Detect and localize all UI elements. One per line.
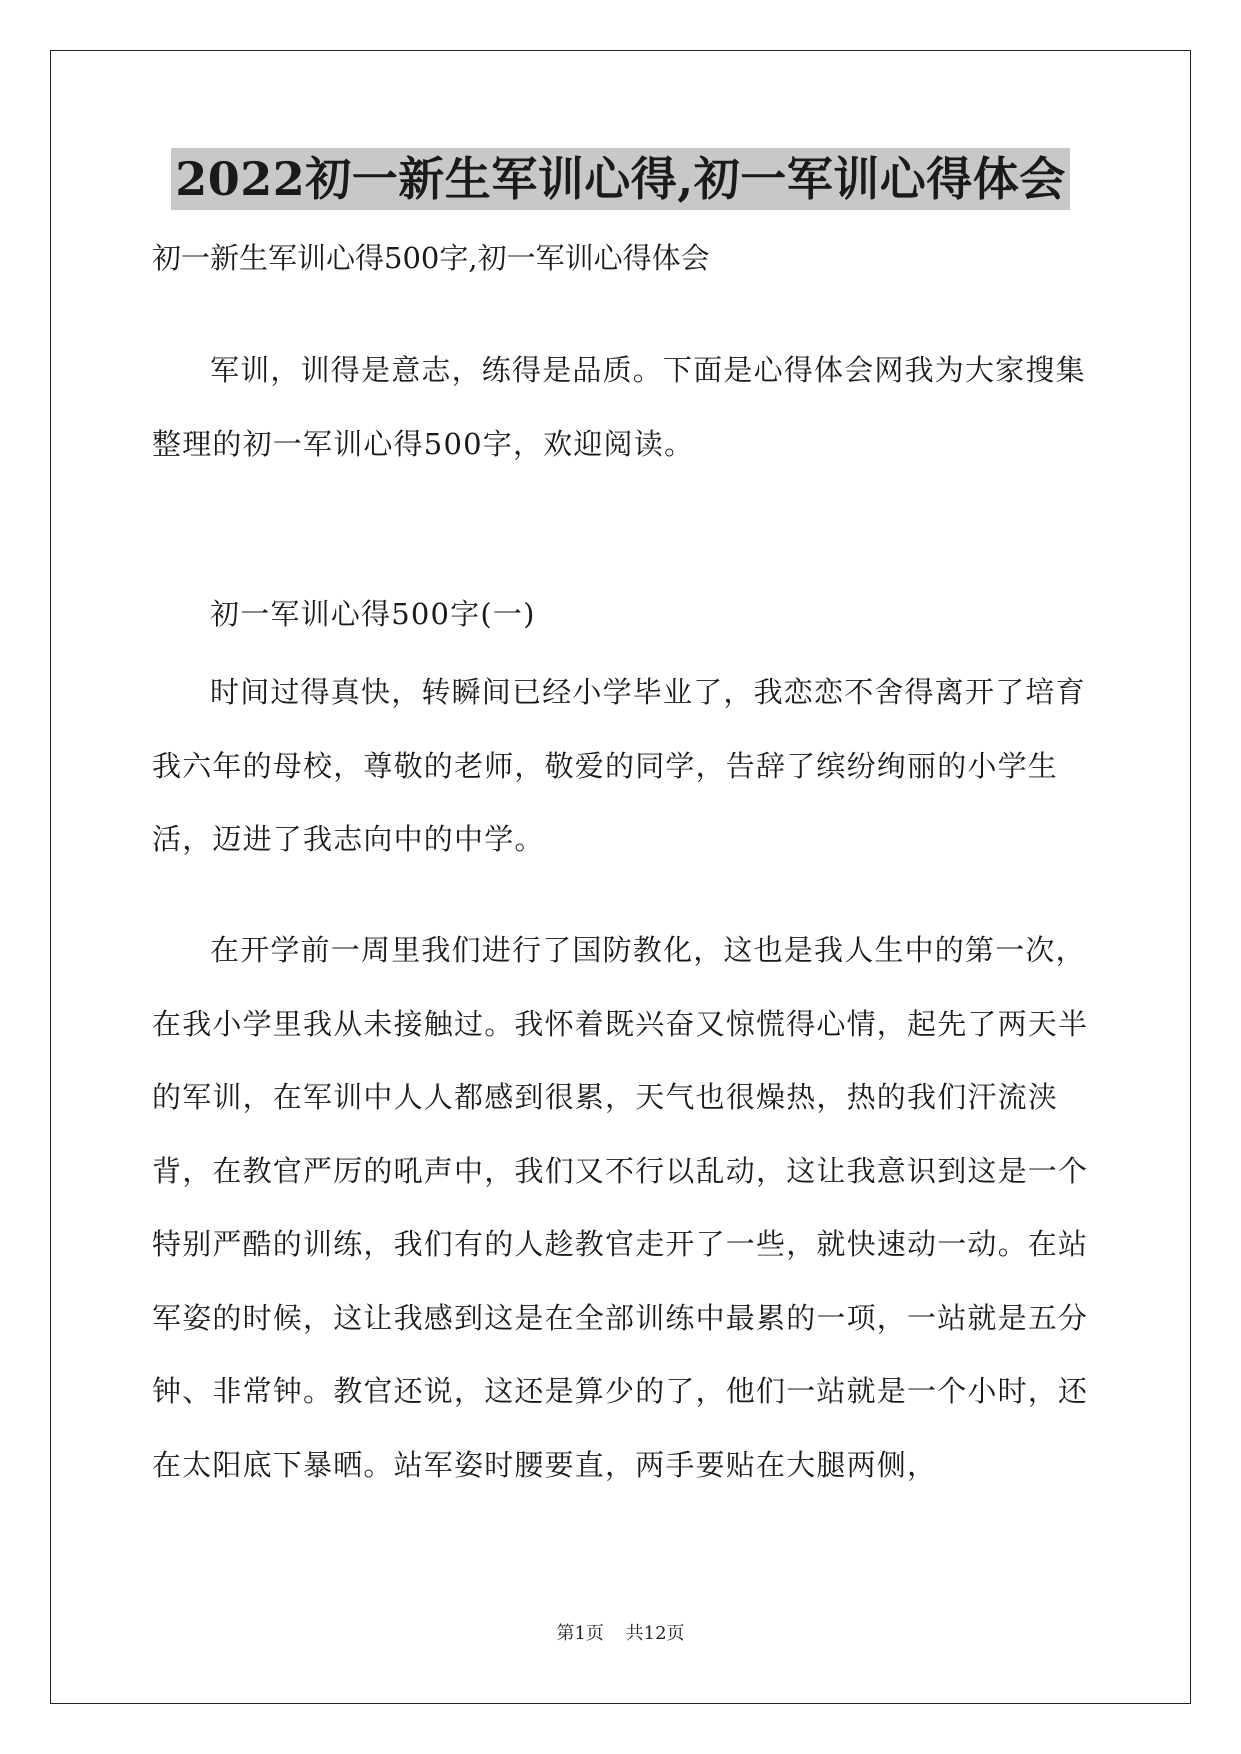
body-section-main [152,656,1092,877]
section-heading: 初一军训心得500字(一) [210,597,536,631]
title-container [0,148,1241,210]
paragraph: 在开学前一周里我们进行了国防教化，这也是我人生中的第一次，在我小学里我从未接触过。我怀着既兴奋又惊慌得心情，起先了两天半的军训，在军训中人人都感到很累，天气也很燥热，热的我们汗流浃背，在教官严厉的吼声中，我们又不行以乱动，这让我意识到这是一个特别严酷的训练，我们有的人趁教官走开了一些，就快速动一动。在站军姿的时候，这让我感到这是在全部训练中最累的一项，一站就是五分钟、非常钟。教官还说，这还是算少的了，他们一站就是一个小时，还在太阳底下暴晒。站军姿时腰要直，两手要贴在大腿两侧， [152,933,1089,1482]
body-section-heading [152,578,1092,652]
document-title: 2022初一新生军训心得,初一军训心得体会 [171,148,1070,210]
document-subtitle: 初一新生军训心得500字,初一军训心得体会 [152,241,710,275]
page-total: 共12页 [625,1623,685,1644]
paragraph: 时间过得真快，转瞬间已经小学毕业了，我恋恋不舍得离开了培育我六年的母校，尊敬的老师，敬爱的同学，告辞了缤纷绚丽的小学生活，迈进了我志向中的中学。 [152,675,1086,856]
body-section-training [152,914,1092,1502]
page-footer [0,1622,1241,1646]
paragraph: 军训，训得是意志，练得是品质。下面是心得体会网我为大家搜集整理的初一军训心得500字，欢迎阅读。 [152,353,1086,461]
body-section-intro [152,334,1092,481]
page-number: 第1页 [556,1623,604,1644]
